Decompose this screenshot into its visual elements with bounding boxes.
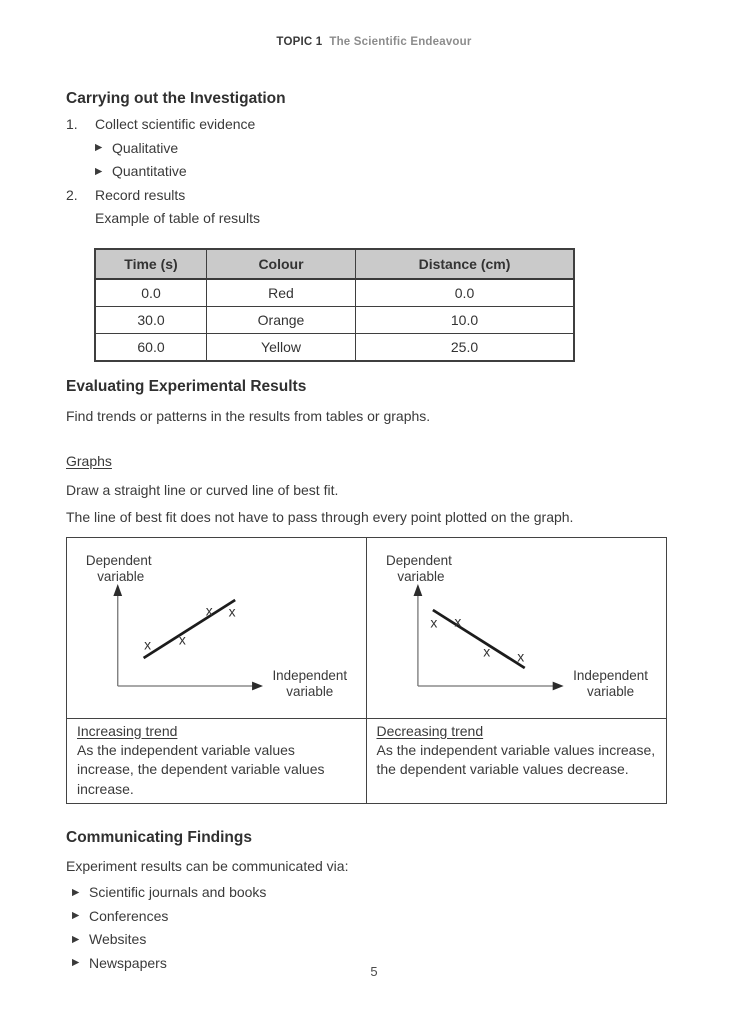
triangle-bullet-icon: ▶ — [72, 957, 80, 968]
bullet-item-journals — [66, 881, 686, 905]
sub-bullet-label: Quantitative — [112, 163, 187, 179]
section-heading-carrying-out-investigation: Carrying out the Investigation — [66, 90, 286, 107]
paragraph-communicated-via: Experiment results can be communicated via: — [66, 858, 349, 874]
dependent-variable-label: Dependent — [385, 552, 452, 568]
y-axis-arrow-icon — [113, 584, 122, 596]
dependent-variable-label: variable — [396, 568, 444, 584]
decreasing-trend-graph — [367, 538, 667, 718]
best-fit-line — [429, 610, 524, 668]
sub-bullet-qualitative — [66, 137, 686, 161]
triangle-bullet-icon: ▶ — [72, 910, 80, 921]
plot-area — [430, 610, 524, 668]
bullet-label: Conferences — [89, 907, 169, 924]
independent-variable-label: Independent — [272, 667, 348, 683]
table-cell-colour: Yellow — [207, 333, 356, 361]
topic-title: The Scientific Endeavour — [329, 36, 472, 48]
trend-title: Increasing trend — [77, 722, 178, 739]
triangle-bullet-icon: ▶ — [72, 933, 80, 945]
trend-comparison-panel — [66, 537, 667, 805]
best-fit-line — [144, 600, 236, 658]
note-text: Example of table of results — [95, 210, 260, 226]
dependent-variable-label: Dependent — [85, 552, 152, 568]
table-cell-distance: 0.0 — [356, 279, 575, 307]
triangle-bullet-icon: ▶ — [95, 165, 103, 177]
x-axis-arrow-icon — [552, 681, 563, 690]
paragraph-find-trends: Find trends or patterns in the results from tables or graphs. — [66, 407, 431, 424]
graph-cell-decreasing — [367, 538, 667, 718]
bullet-item-websites — [66, 928, 686, 952]
item-text: Collect scientific evidence — [95, 116, 256, 132]
sub-bullet-label: Qualitative — [112, 139, 179, 156]
page-content — [66, 0, 686, 975]
trend-description: As the independent variable values increase, the dependent variable values decrease. — [376, 741, 656, 777]
table-row — [95, 279, 574, 307]
trend-title: Decreasing trend — [376, 722, 484, 739]
paragraph-best-fit-1: Draw a straight line or curved line of best fit. — [66, 481, 339, 498]
table-cell-time: 0.0 — [95, 279, 207, 307]
data-point-mark: x — [144, 635, 152, 653]
bullet-item-conferences — [66, 905, 686, 929]
numbered-item-2 — [66, 184, 686, 208]
graphs-subheading: Graphs — [66, 452, 112, 469]
trend-description: As the independent variable values increase, the dependent variable values increase. — [77, 741, 325, 797]
table-example-note — [66, 207, 686, 231]
data-point-mark: x — [482, 642, 490, 660]
table-cell-distance: 10.0 — [356, 306, 575, 333]
bullet-label: Websites — [89, 931, 147, 947]
independent-variable-label: variable — [586, 683, 634, 699]
results-table-header-row — [95, 249, 574, 279]
triangle-bullet-icon: ▶ — [72, 886, 80, 898]
column-header-distance: Distance (cm) — [356, 249, 575, 279]
section-heading-evaluating-results: Evaluating Experimental Results — [66, 377, 307, 395]
investigation-steps-list — [66, 113, 686, 231]
item-number: 1. — [66, 116, 78, 132]
y-axis-arrow-icon — [413, 584, 422, 596]
data-point-mark: x — [178, 630, 186, 648]
column-header-colour: Colour — [207, 249, 356, 279]
data-point-mark: x — [516, 647, 524, 665]
table-cell-distance: 25.0 — [356, 333, 575, 361]
triangle-bullet-icon: ▶ — [95, 142, 103, 153]
sub-bullet-quantitative — [66, 160, 686, 184]
table-cell-colour: Red — [207, 279, 356, 307]
bullet-label: Newspapers — [89, 954, 167, 971]
data-point-mark: x — [228, 602, 236, 620]
results-table — [94, 248, 575, 362]
communication-channels-list — [66, 881, 686, 975]
topic-label: TOPIC 1 — [276, 36, 323, 48]
column-header-time: Time (s) — [95, 249, 207, 279]
increasing-trend-graph — [67, 538, 366, 718]
x-axis-arrow-icon — [252, 681, 263, 690]
data-point-mark: x — [429, 613, 437, 631]
data-point-mark: x — [205, 601, 213, 619]
numbered-item-1 — [66, 113, 686, 137]
independent-variable-label: Independent — [572, 667, 648, 683]
paragraph-best-fit-2: The line of best fit does not have to pass through every point plotted on the graph. — [66, 508, 574, 525]
trend-caption-decreasing — [367, 718, 667, 804]
data-point-mark: x — [453, 612, 461, 630]
independent-variable-label: variable — [286, 683, 334, 699]
table-row — [95, 333, 574, 361]
table-cell-time: 60.0 — [95, 333, 207, 361]
table-cell-time: 30.0 — [95, 306, 207, 333]
item-text: Record results — [95, 186, 186, 203]
table-row — [95, 306, 574, 333]
bullet-label: Scientific journals and books — [89, 884, 267, 900]
trend-caption-increasing — [67, 718, 367, 804]
section-heading-communicating-findings: Communicating Findings — [66, 829, 252, 846]
table-cell-colour: Orange — [207, 306, 356, 333]
page-number: 5 — [370, 964, 378, 979]
plot-area — [144, 600, 236, 658]
graph-cell-increasing — [67, 538, 367, 718]
dependent-variable-label: variable — [97, 568, 145, 584]
item-number: 2. — [66, 186, 78, 203]
